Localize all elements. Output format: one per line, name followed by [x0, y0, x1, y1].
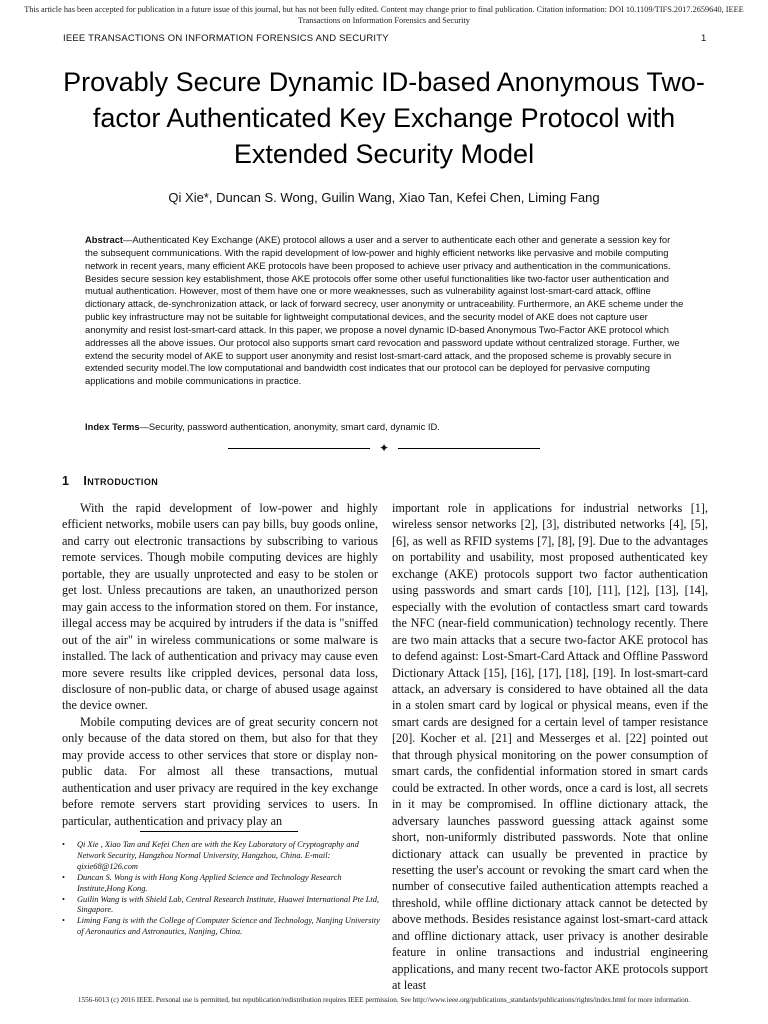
separator-rule-left [228, 448, 370, 449]
affiliation-footnotes [62, 840, 380, 938]
footnote-item [62, 916, 380, 938]
bullet-icon: • [62, 840, 65, 849]
page-number: 1 [701, 33, 707, 44]
footnote-item [62, 873, 380, 895]
bullet-icon: • [62, 916, 65, 926]
author-list: Qi Xie*, Duncan S. Wong, Guilin Wang, Xiao Tan, Kefei Chen, Liming Fang [168, 190, 600, 205]
abstract-text: —Authenticated Key Exchange (AKE) protocol allows a user and a server to authenticate each other and generate a session key for the subsequent communications. With the rapid development of low-power and highly efficient networks like pervasive and mobile computing network in recent years, many efficient AKE protocols have been proposed to achieve user privacy and authentication in the communications. Besides secure session key establishment, those AKE protocols offer some other useful functionalities like two-factor user authentication and mutual authentication. However, most of them have one or more weaknesses, such as vulnerability against lost-smart-card attack, offline dictionary attack, de-synchronization attack, or lack of forward secrecy, user anonymity or untraceability. Furthermore, an AKE scheme under the public key infrastructure may not be suitable for lightweight computational devices, and the security model of AKE does not capture user anonymity and resist lost-smart-card attack. In this paper, we propose a novel dynamic ID-based Anonymous Two-Factor AKE protocol which addresses all the above issues. Our protocol also supports smart card revocation and password update without centralized storage. Further, we extend the security model of AKE to support user anonymity and resist lost-smart-card attack, and the proposed scheme is provably secure in extended security model.The low computational and bandwidth cost indicates that our protocol can be deployed for pervasive computing applications and mobile communications in practice. [85, 234, 684, 387]
section-number: 1 [62, 474, 70, 488]
footnote-rule [140, 831, 298, 832]
publication-notice: This article has been accepted for publication in a future issue of this journal, but has not been fully edited. Content may change prior to final publication. Citation information: DOI 10.1109/TIFS.2017.2659640, IEEE Transactions on Information Forensics and Security [24, 5, 744, 25]
separator-rule-right [398, 448, 540, 449]
body-paragraph: important role in applications for industrial networks [1], wireless sensor networks [2], [3], distributed networks [4], [5], [6], as well as RFID systems [7], [8], [9]. Due to the advantages on portability and usability, most proposed authenticated key exchange (AKE) protocols support two factor authentication using passwords and smart cards [10], [11], [12], [13], [14], especially with the evolution of contactless smart card towards the NFC (near-field communication) technology recently. There are two main attacks that a secure two-factor AKE protocol has to defend against: Lost-Smart-Card Attack and Offline Password Dictionary Attack [15], [16], [17], [18], [19]. In lost-smart-card attack, an adversary is considered to have obtained all the data in a stolen smart card by logical or physical means, even if the smart cards are designed for a certain level of tamper resistance [20]. Kocher et al. [21] and Messerges et al. [22] pointed out that through physical monitoring on the power consumption of smart cards, the confidential information stored in smart cards could be extracted. In other words, once a card is lost, all secrets in it may be compromised. In offline dictionary attack, the adversary launches password guessing attack against some short, non-uniformly distributed passwords. Note that online dictionary attack can usually be prevented in practice by resetting the user's account or revoking the smart card when the number of consecutive failed authentication attempts reached a threshold, while offline dictionary attack cannot be detected by above methods. Besides resistance against lost-smart-card attack and offline dictionary attack, user privacy is another desirable feature in online transactions and industrial engineering applications, and many recent two-factor AKE protocols support at least [392, 501, 708, 993]
bullet-icon: • [62, 872, 65, 882]
index-terms [85, 421, 685, 434]
section-title: Introduction [83, 474, 159, 488]
abstract-label: Abstract [85, 234, 124, 245]
running-head: IEEE TRANSACTIONS ON INFORMATION FORENSICS AND SECURITY [63, 33, 389, 44]
section-heading [62, 474, 158, 488]
index-terms-text: —Security, password authentication, anonymity, smart card, dynamic ID. [139, 421, 440, 432]
copyright-footer: 1556-6013 (c) 2016 IEEE. Personal use is permitted, but republication/redistribution requires IEEE permission. See http://www.ieee.org/publications_standards/publications/rights/index.html for more information. [77, 996, 691, 1004]
footnote-item [62, 895, 380, 917]
separator-ornament: ✦ [378, 441, 390, 455]
footnote-text: Guilin Wang is with Shield Lab, Central Research Institute, Huawei International Pte Ltd, Singapore. [77, 894, 380, 915]
footnote-text: Liming Fang is with the College of Computer Science and Technology, Nanjing University of Aeronautics and Astronautics, Nanjing, China. [77, 916, 380, 937]
body-paragraph: With the rapid development of low-power and highly efficient networks, mobile users can pay bills, buy goods online, and carry out electronic transactions by subscribing to various remote services. Though mobile computing devices are highly portable, they are usually unprotected and easy to be stolen or get lost. Unless precautions are taken, an unauthorized person may gain access to the information stored on them. For instance, illegal access may be acquired by intruders if the data is "sniffed out of the air" in wireless communications or some malware is installed. The lack of authentication and privacy may cause even more severe results like crippled devices, personal data loss, disclosure of non-public data, or charge of abused usage against the device owner. [62, 501, 378, 713]
index-terms-label: Index Terms [85, 421, 140, 432]
left-column [62, 500, 378, 829]
footnote-item [62, 840, 380, 873]
bullet-icon: • [62, 894, 65, 904]
footnote-text: Qi Xie , Xiao Tan and Kefei Chen are with the Key Laboratory of Cryptography and Network Security, Hangzhou Normal University, Hangzhou, China. E-mail: qixie68@126.com [77, 840, 359, 871]
abstract [85, 234, 685, 388]
paper-title: Provably Secure Dynamic ID-based Anonymous Two-factor Authenticated Key Exchange Protocol with Extended Security Model [63, 67, 705, 169]
right-column [392, 500, 708, 994]
body-paragraph: Mobile computing devices are of great security concern not only because of the data stored on them, but also for that they may provide access to other services that store or display non-public data. For almost all these transactions, mutual authentication and user privacy are required in the key exchange before remote servers start providing services to users. In particular, authentication and privacy play an [62, 714, 378, 828]
footnote-text: Duncan S. Wong is with Hong Kong Applied Science and Technology Research Institute,Hong Kong. [77, 872, 342, 893]
